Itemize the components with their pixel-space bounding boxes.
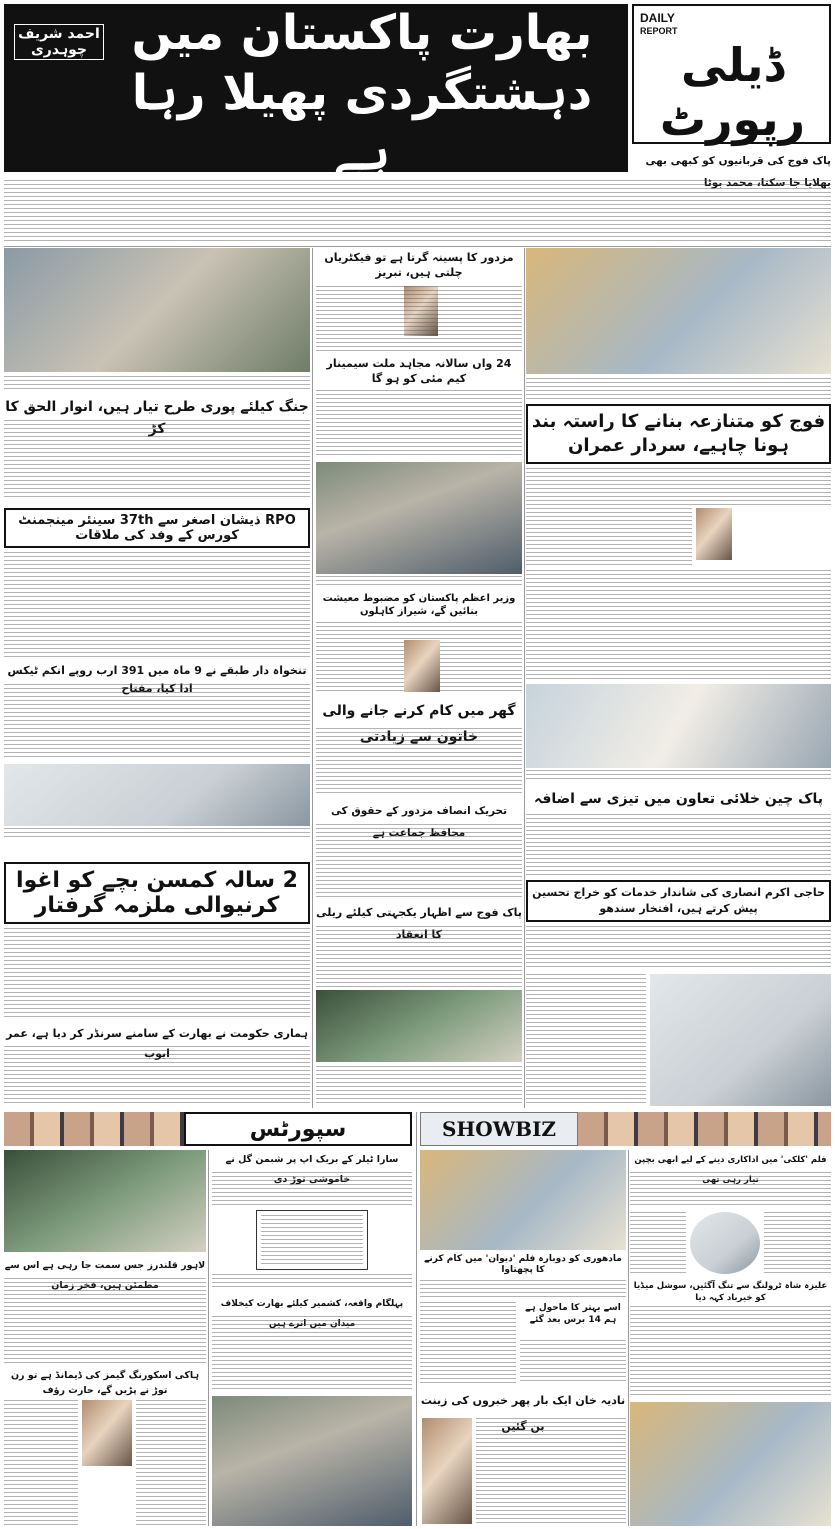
showbiz-text-kalki-2 [630,1212,686,1274]
office-photo [650,974,831,1106]
madhuri-photo [420,1150,626,1250]
headline-rally: پاک فوج سے اظہار یکجہتی کیلئے ریلی کا انعقاد [316,906,522,941]
story-text-right-1 [526,570,831,680]
akram-headline-box [526,880,831,922]
lead-byline: احمد شریف چوہدری [14,24,104,60]
sports-headline-kashmir: پہلگام واقعہ، کشمیر کیلئے بھارت کیخلاف میدان میں اترے ہیں [220,1299,404,1329]
masthead-logo [632,4,831,144]
sports-headline-shubman: سارا ٹیلر کے بریک اپ پر شبمن گل نے خاموشی توڑ دی [225,1154,399,1185]
meeting-caption [4,828,310,838]
headline-economy: وزیر اعظم پاکستان کو مضبوط معیشت بنائیں گے، شیراز کاہلوں [322,593,516,617]
showbiz-text-14years-2 [520,1340,626,1384]
showbiz-headline-aliza: علیزہ شاہ ٹرولنگ سے تنگ آگئیں، سوشل میڈیا کو خیرباد کہہ دیا [633,1281,828,1303]
protest-photo [4,248,310,372]
fakhar-photo [4,1150,206,1252]
gathering-caption [526,378,831,400]
aliza-photo [630,1402,831,1526]
story-text-surrender [4,1046,310,1106]
sports-boxed-text [261,1215,363,1265]
player-photo [212,1396,412,1526]
lead-banner [4,4,628,181]
headline-war-ready: جنگ کیلئے پوری طرح تیار ہیں، انوار الحق کا کڑ [5,399,309,437]
sports-title: سپورٹس [184,1112,412,1146]
sports-headline-fakhar: لاہور قلندرز جس سمت جا رہی ہے اس سے مطمئن ہیں، فخر زمان [4,1260,206,1291]
sports-banner-strip [4,1112,184,1146]
headline-seminar: 24 واں سالانہ مجاہد ملت سیمینار کیم مئی کو ہو گا [326,357,512,385]
kidnap-headline-box [4,862,310,924]
rally-photo [316,990,522,1062]
story-text-army [526,468,831,506]
story-text-seminar [316,390,522,458]
headline-rpo: RPO ذیشان اصغر سے 37th سینئر مینجمنٹ کورس کے وفد کی ملاقات [18,513,296,543]
showbiz-headline-kalki: فلم 'کلکی' میں اداکاری دینے کے لیے ابھی بچپن تیار رہی تھی [634,1155,827,1185]
showbiz-headline-madhuri: مادھوری کو دوبارہ فلم 'دیوان' میں کام کرنے کا پچھتاوا [424,1254,622,1275]
gathering-photo [526,248,831,374]
masthead-tagline: پاک فوج کی قربانیوں کو کبھی بھی بھلایا جا سکتا، محمد بوٹا [645,155,831,189]
police-caption [316,576,522,586]
photo-caption-text [4,376,310,392]
showbiz-text-kalki [630,1172,831,1208]
headline-space: پاک چین خلائی تعاون میں تیزی سے اضافہ [534,791,823,807]
showbiz-text-nadia [476,1418,626,1526]
story-text-kidnap [4,928,310,1020]
story-text-akram [526,926,831,970]
rpo-headline-box [4,508,310,548]
headline-income-tax: تنخواہ دار طبقے نے 9 ماہ میں 391 ارب روپے انکم ٹیکس ادا کیا، مفتاح [7,664,307,695]
daily-label: DAILY [640,11,675,25]
sports-text-haris [4,1400,78,1526]
headline-kidnap: 2 سالہ کمسن بچے کو اغوا کرنیوالی ملزمہ گرفتار [16,868,298,918]
story-text-pti [316,824,522,898]
army-headline-box [526,404,831,464]
masthead-urdu-title: ڈیلی رپورٹ [659,38,806,146]
imran-portrait [696,508,732,560]
report-label: REPORT [640,26,678,36]
showbiz-banner-strip [578,1112,831,1146]
sports-headline-haris: ہاکی اسکورنگ گیمز کی ڈیمانڈ ہے تو رن توڑ نے پڑیں گے، حارث رؤف [10,1370,200,1396]
headline-pti: تحریک انصاف مزدور کے حقوق کی محافظ جماعت ہے [330,805,508,839]
sports-text-fakhar [4,1278,206,1364]
rally-caption [316,1066,522,1106]
sheraz-portrait [404,640,440,692]
story-text-space [526,814,831,876]
story-text-rally [316,926,522,988]
showbiz-text-madhuri [420,1280,626,1300]
sports-boxed-story [256,1210,368,1270]
amitabh-photo [690,1212,760,1274]
nadia-photo [422,1418,472,1524]
story-text-army-2 [526,508,692,566]
story-text-tax [4,684,310,760]
story-text-1 [4,420,310,500]
story-text-labour [316,286,522,354]
haris-photo [82,1400,132,1466]
showbiz-text-14years [420,1302,516,1384]
sports-text-shubman-2 [212,1274,412,1290]
story-text-abuse [316,728,522,796]
showbiz-headline-14years: اسے بہتر کا ماحول ہے ہم 14 برس بعد گئے [525,1303,621,1325]
headline-abuse: گھر میں کام کرنے جانے والی خاتون سے زیادتی [322,703,516,745]
sports-text-kashmir [212,1316,412,1392]
headline-surrender: ہماری حکومت نے بھارت کے سامنے سرنڈر کر دیا ہے، عمر ایوب [6,1027,308,1060]
headline-army-controversy: فوج کو متنازعہ بنانے کا راستہ بند ہونا چاہیے، سردار عمران [531,411,826,456]
police-photo [316,462,522,574]
showbiz-title: SHOWBIZ [420,1112,578,1146]
headline-labour: مزدور کا پسینہ گرتا ہے تو فیکٹریاں چلتی ہیں، تبریز [324,251,514,279]
sports-text-haris-2 [136,1400,206,1526]
school-caption [526,770,831,782]
lead-story-text [4,180,831,244]
showbiz-headline-nadia: نادیہ خان ایک بار پھر خبروں کی زینت بن گئیں [420,1394,626,1433]
showbiz-text-aliza [630,1306,831,1398]
meeting-photo [4,764,310,826]
headline-akram: حاجی اکرم انصاری کی شاندار خدمات کو خراج تحسین پیش کرتے ہیں، افتخار سندھو [532,886,825,915]
sports-text-shubman [212,1172,412,1208]
school-photo [526,684,831,768]
story-text-rpo [4,552,310,658]
story-text-right-2 [526,974,646,1106]
lead-headline: بھارت پاکستان میں دہشتگردی پھیلا رہا ہے [131,5,593,181]
showbiz-text-kalki-3 [764,1212,831,1274]
